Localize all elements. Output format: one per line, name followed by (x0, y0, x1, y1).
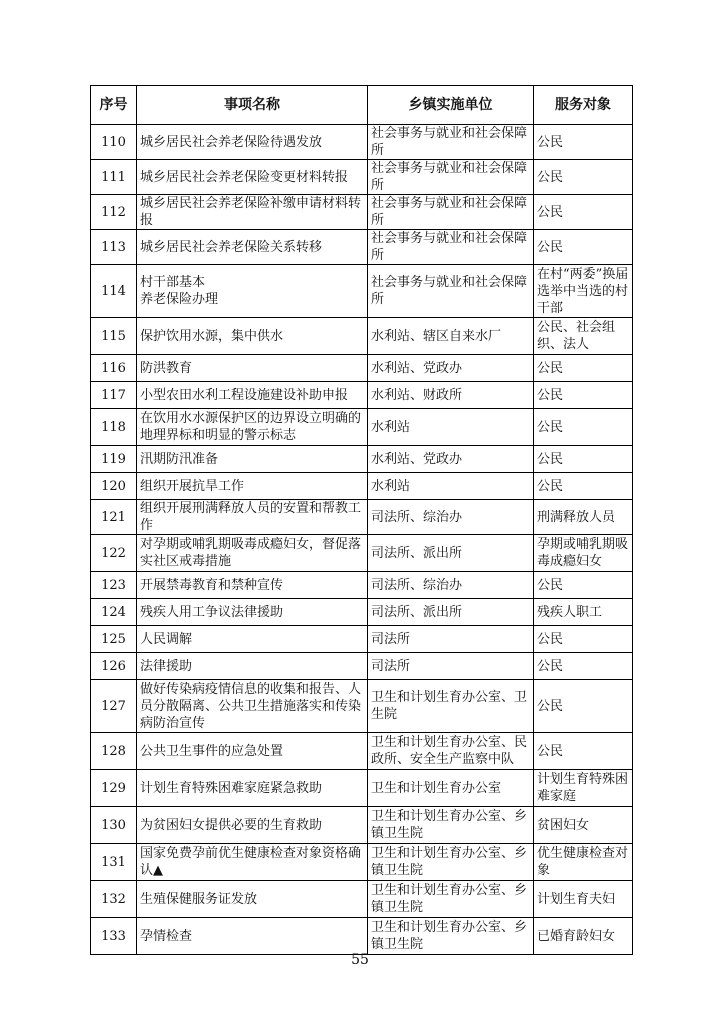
cell-implementing-unit: 卫生和计划生育办公室、乡镇卫生院 (368, 918, 534, 955)
table-row (91, 881, 633, 918)
cell-item-name: 生殖保健服务证发放 (137, 881, 368, 918)
cell-item-name: 在饮用水水源保护区的边界设立明确的地理界标和明显的警示标志 (137, 409, 368, 446)
cell-serial: 110 (91, 125, 137, 160)
cell-item-name: 对孕期或哺乳期吸毒成瘾妇女，督促落实社区戒毒措施 (137, 535, 368, 572)
table-row (91, 599, 633, 626)
cell-implementing-unit: 水利站、财政所 (368, 382, 534, 409)
cell-service-target: 公民 (534, 653, 633, 680)
cell-item-name: 防洪教育 (137, 355, 368, 382)
cell-serial: 120 (91, 473, 137, 500)
cell-service-target: 公民 (534, 626, 633, 653)
table-row (91, 733, 633, 770)
table-row (91, 318, 633, 355)
cell-item-name: 法律援助 (137, 653, 368, 680)
cell-item-name: 公共卫生事件的应急处置 (137, 733, 368, 770)
cell-service-target: 孕期或哺乳期吸毒成瘾妇女 (534, 535, 633, 572)
cell-serial: 126 (91, 653, 137, 680)
cell-implementing-unit: 卫生和计划生育办公室、乡镇卫生院 (368, 807, 534, 844)
header-serial: 序号 (91, 86, 137, 125)
cell-item-name: 计划生育特殊困难家庭紧急救助 (137, 770, 368, 807)
cell-serial: 124 (91, 599, 137, 626)
header-implementing-unit: 乡镇实施单位 (368, 86, 534, 125)
table-row (91, 535, 633, 572)
cell-serial: 132 (91, 881, 137, 918)
cell-serial: 118 (91, 409, 137, 446)
table-row (91, 382, 633, 409)
cell-service-target: 公民 (534, 409, 633, 446)
cell-implementing-unit: 水利站、党政办 (368, 446, 534, 473)
cell-implementing-unit: 社会事务与就业和社会保障所 (368, 265, 534, 318)
cell-implementing-unit: 司法所 (368, 626, 534, 653)
cell-item-name: 国家免费孕前优生健康检查对象资格确认▲ (137, 844, 368, 881)
cell-service-target: 在村“两委”换届选举中当选的村干部 (534, 265, 633, 318)
table-row (91, 265, 633, 318)
cell-implementing-unit: 水利站 (368, 473, 534, 500)
cell-implementing-unit: 司法所、派出所 (368, 535, 534, 572)
cell-service-target: 公民 (534, 473, 633, 500)
cell-serial: 129 (91, 770, 137, 807)
cell-serial: 115 (91, 318, 137, 355)
cell-serial: 127 (91, 680, 137, 733)
table-row (91, 626, 633, 653)
service-items-table (90, 85, 633, 955)
table-row (91, 230, 633, 265)
cell-item-name: 做好传染病疫情信息的收集和报告、人员分散隔离、公共卫生措施落实和传染病防治宣传 (137, 680, 368, 733)
table-row (91, 770, 633, 807)
cell-service-target: 公民 (534, 382, 633, 409)
cell-service-target: 优生健康检查对象 (534, 844, 633, 881)
cell-serial: 113 (91, 230, 137, 265)
cell-service-target: 公民 (534, 446, 633, 473)
cell-service-target: 公民 (534, 680, 633, 733)
cell-service-target: 公民 (534, 125, 633, 160)
table-row (91, 807, 633, 844)
cell-implementing-unit: 卫生和计划生育办公室、卫生院 (368, 680, 534, 733)
table-header-row (91, 86, 633, 125)
cell-item-name: 孕情检查 (137, 918, 368, 955)
table-row (91, 680, 633, 733)
cell-serial: 130 (91, 807, 137, 844)
cell-implementing-unit: 社会事务与就业和社会保障所 (368, 195, 534, 230)
page-number: 55 (351, 952, 369, 968)
table-row (91, 125, 633, 160)
cell-service-target: 残疾人职工 (534, 599, 633, 626)
cell-serial: 114 (91, 265, 137, 318)
table-row (91, 195, 633, 230)
cell-implementing-unit: 水利站、辖区自来水厂 (368, 318, 534, 355)
table-row (91, 446, 633, 473)
header-service-target: 服务对象 (534, 86, 633, 125)
cell-serial: 128 (91, 733, 137, 770)
cell-service-target: 公民 (534, 230, 633, 265)
cell-item-name: 残疾人用工争议法律援助 (137, 599, 368, 626)
cell-serial: 125 (91, 626, 137, 653)
cell-item-name: 城乡居民社会养老保险补缴申请材料转报 (137, 195, 368, 230)
cell-item-name: 城乡居民社会养老保险变更材料转报 (137, 160, 368, 195)
cell-serial: 133 (91, 918, 137, 955)
cell-serial: 119 (91, 446, 137, 473)
cell-serial: 122 (91, 535, 137, 572)
cell-service-target: 计划生育特殊困难家庭 (534, 770, 633, 807)
cell-implementing-unit: 卫生和计划生育办公室、民政所、安全生产监察中队 (368, 733, 534, 770)
cell-item-name: 开展禁毒教育和禁种宣传 (137, 572, 368, 599)
cell-item-name: 组织开展抗旱工作 (137, 473, 368, 500)
table-row (91, 572, 633, 599)
cell-serial: 112 (91, 195, 137, 230)
cell-implementing-unit: 社会事务与就业和社会保障所 (368, 230, 534, 265)
cell-item-name: 城乡居民社会养老保险关系转移 (137, 230, 368, 265)
table-row (91, 653, 633, 680)
cell-service-target: 公民 (534, 195, 633, 230)
header-item-name: 事项名称 (137, 86, 368, 125)
cell-implementing-unit: 司法所、派出所 (368, 599, 534, 626)
cell-implementing-unit: 卫生和计划生育办公室 (368, 770, 534, 807)
cell-item-name: 保护饮用水源，集中供水 (137, 318, 368, 355)
table-row (91, 409, 633, 446)
cell-item-name: 人民调解 (137, 626, 368, 653)
table-row (91, 918, 633, 955)
cell-implementing-unit: 司法所、综治办 (368, 500, 534, 535)
table-row (91, 160, 633, 195)
cell-item-name: 村干部基本 养老保险办理 (137, 265, 368, 318)
cell-service-target: 刑满释放人员 (534, 500, 633, 535)
cell-service-target: 计划生育夫妇 (534, 881, 633, 918)
cell-implementing-unit: 司法所、综治办 (368, 572, 534, 599)
cell-serial: 117 (91, 382, 137, 409)
cell-serial: 123 (91, 572, 137, 599)
cell-service-target: 公民 (534, 355, 633, 382)
cell-service-target: 公民 (534, 572, 633, 599)
cell-serial: 131 (91, 844, 137, 881)
document-table-container (90, 85, 632, 955)
cell-implementing-unit: 社会事务与就业和社会保障所 (368, 125, 534, 160)
table-row (91, 844, 633, 881)
cell-serial: 111 (91, 160, 137, 195)
cell-implementing-unit: 水利站 (368, 409, 534, 446)
cell-service-target: 公民 (534, 160, 633, 195)
cell-serial: 121 (91, 500, 137, 535)
cell-item-name: 小型农田水利工程设施建设补助申报 (137, 382, 368, 409)
cell-service-target: 公民 (534, 733, 633, 770)
cell-item-name: 为贫困妇女提供必要的生育救助 (137, 807, 368, 844)
cell-item-name: 组织开展刑满释放人员的安置和帮教工作 (137, 500, 368, 535)
cell-item-name: 汛期防汛准备 (137, 446, 368, 473)
cell-service-target: 已婚育龄妇女 (534, 918, 633, 955)
cell-serial: 116 (91, 355, 137, 382)
cell-implementing-unit: 社会事务与就业和社会保障所 (368, 160, 534, 195)
table-row (91, 473, 633, 500)
cell-item-name: 城乡居民社会养老保险待遇发放 (137, 125, 368, 160)
cell-implementing-unit: 司法所 (368, 653, 534, 680)
cell-service-target: 贫困妇女 (534, 807, 633, 844)
cell-implementing-unit: 水利站、党政办 (368, 355, 534, 382)
cell-implementing-unit: 卫生和计划生育办公室、乡镇卫生院 (368, 844, 534, 881)
cell-service-target: 公民、社会组织、法人 (534, 318, 633, 355)
table-row (91, 355, 633, 382)
cell-implementing-unit: 卫生和计划生育办公室、乡镇卫生院 (368, 881, 534, 918)
table-row (91, 500, 633, 535)
